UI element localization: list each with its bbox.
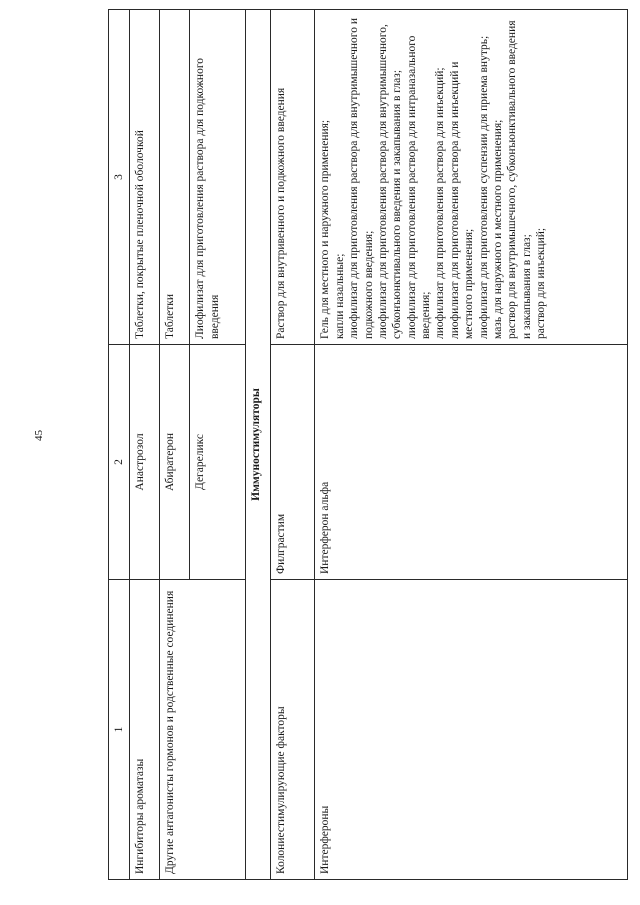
drug-cell: Филграстим: [271, 345, 315, 580]
form-line: мазь для наружного и местного применения;: [491, 119, 504, 339]
section-title: Иммуностимуляторы: [246, 10, 271, 880]
form-line: лиофилизат для приготовления раствора для внутримышечного и подкожного введения;: [348, 17, 375, 339]
drug-cell: Дегареликс: [190, 345, 246, 580]
form-line: капли назальные;: [333, 253, 346, 339]
group-cell: Другие антагонисты гормонов и родственные соединения: [160, 580, 246, 880]
table-row: [160, 10, 190, 880]
document-table-frame: [108, 10, 628, 880]
table-row: [271, 10, 315, 880]
header-row: [109, 10, 130, 880]
form-cell: Раствор для внутривенного и подкожного введения: [271, 10, 315, 345]
form-line: Гель для местного и наружного применения;: [319, 119, 332, 339]
group-cell: Колониестимулирующие факторы: [271, 580, 315, 880]
section-row: [246, 10, 271, 880]
group-cell: Ингибиторы ароматазы: [130, 580, 160, 880]
header-col-3: 3: [109, 10, 130, 345]
form-line: лиофилизат для приготовления раствора для внутримышечного, субконъюнктивального введения и закапывания в глаз;: [376, 24, 404, 339]
form-line: раствор для внутримышечного, субконъюнктивального введения и закапывания в глаз;: [506, 20, 533, 339]
form-line: лиофилизат для приготовления раствора для инъекций;: [434, 67, 447, 339]
form-cell: Таблетки, покрытые пленочной оболочкой: [130, 10, 160, 345]
form-cell: Таблетки: [160, 10, 190, 345]
form-line: лиофилизат для приготовления суспензии для приема внутрь;: [477, 35, 490, 339]
form-line: лиофилизат для приготовления раствора для интраназального введения;: [405, 35, 432, 339]
header-col-1: 1: [109, 580, 130, 880]
table-row: [315, 10, 628, 880]
table-row: [130, 10, 160, 880]
form-list-cell: [315, 10, 628, 345]
drug-cell: Анастрозол: [130, 345, 160, 580]
drug-table: [108, 9, 628, 880]
drug-cell: Абиратерон: [160, 345, 190, 580]
form-line: лиофилизат для приготовления раствора для инъекций и местного применения;: [448, 61, 476, 339]
page-number: 45: [33, 430, 45, 441]
form-cell: Лиофилизат для приготовления раствора для подкожного введения: [190, 10, 246, 345]
header-col-2: 2: [109, 345, 130, 580]
form-line: раствор для инъекций;: [535, 227, 547, 339]
drug-cell: Интерферон альфа: [315, 345, 628, 580]
group-cell: Интерфероны: [315, 580, 628, 880]
